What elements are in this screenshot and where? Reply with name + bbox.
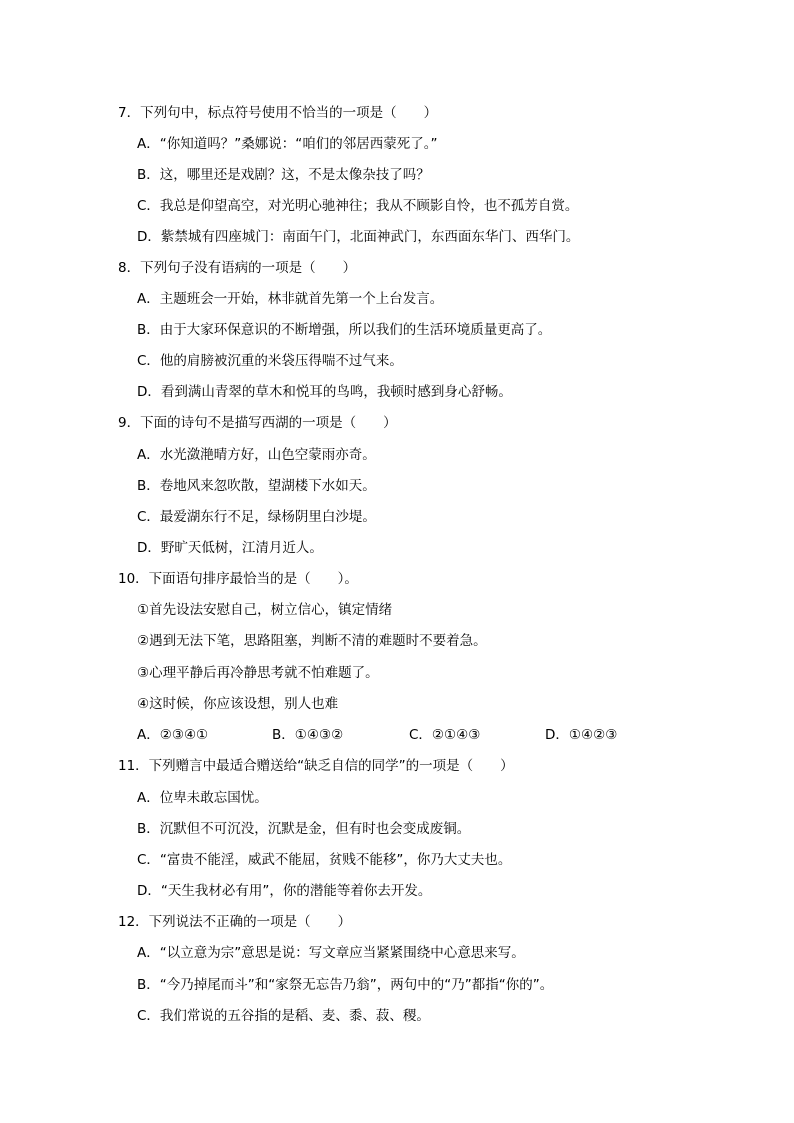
question-10-choice-c: C．②①④③	[409, 727, 481, 743]
question-8-option-c: C．他的肩膀被沉重的米袋压得喘不过气来。	[137, 353, 403, 369]
question-12-stem: 12．下列说法不正确的一项是（ ）	[118, 914, 352, 930]
question-10-choices	[137, 726, 677, 744]
question-9-option-c: C．最爱湖东行不足，绿杨阴里白沙堤。	[137, 509, 376, 525]
question-8-option-d: D．看到满山青翠的草木和悦耳的鸟鸣，我顿时感到身心舒畅。	[137, 384, 512, 400]
question-8-option-b: B．由于大家环保意识的不断增强，所以我们的生活环境质量更高了。	[137, 322, 552, 338]
question-12-option-c: C．我们常说的五谷指的是稻、麦、黍、菽、稷。	[137, 1008, 430, 1024]
question-10-sentence-2: ②遇到无法下笔，思路阻塞，判断不清的难题时不要着急。	[137, 633, 487, 649]
question-12-option-b: B．“今乃掉尾而斗”和“家祭无忘告乃翁”，两句中的“乃”都指“你的”。	[137, 977, 554, 993]
question-10-stem: 10．下面语句排序最恰当的是（ ）。	[118, 571, 358, 587]
question-10-sentence-4: ④这时候，你应该设想，别人也难	[137, 696, 339, 712]
question-9-stem: 9．下面的诗句不是描写西湖的一项是（ ）	[118, 415, 397, 431]
question-12-option-a: A．“以立意为宗”意思是说：写文章应当紧紧围绕中心意思来写。	[137, 945, 525, 961]
question-7-option-c: C．我总是仰望高空，对光明心驰神往；我从不顾影自怜，也不孤芳自赏。	[137, 198, 579, 214]
question-11-option-b: B．沉默但不可沉没，沉默是金，但有时也会变成废铜。	[137, 821, 471, 837]
question-10-choice-d: D．①④②③	[545, 727, 618, 743]
question-10-choice-a: A．②③④①	[137, 727, 209, 743]
question-7-option-b: B．这，哪里还是戏剧？这，不是太像杂技了吗？	[137, 167, 430, 183]
question-10-sentence-3: ③心理平静后再冷静思考就不怕难题了。	[137, 665, 379, 681]
question-8-option-a: A．主题班会一开始，林非就首先第一个上台发言。	[137, 291, 444, 307]
question-9-option-d: D．野旷天低树，江清月近人。	[137, 540, 323, 556]
question-8-stem: 8．下列句子没有语病的一项是（ ）	[118, 260, 357, 276]
question-10-sentence-1: ①首先设法安慰自己，树立信心，镇定情绪	[137, 602, 393, 618]
question-11-option-a: A．位卑未敢忘国忧。	[137, 790, 268, 806]
question-11-option-c: C．“富贵不能淫，威武不能屈，贫贱不能移”，你乃大丈夫也。	[137, 852, 512, 868]
question-9-option-a: A．水光潋滟晴方好，山色空蒙雨亦奇。	[137, 447, 376, 463]
question-7-option-d: D．紫禁城有四座城门：南面午门，北面神武门，东西面东华门、西华门。	[137, 229, 580, 245]
question-9-option-b: B．卷地风来忽吹散，望湖楼下水如天。	[137, 478, 376, 494]
question-11-stem: 11．下列赠言中最适合赠送给“缺乏自信的同学”的一项是（ ）	[118, 758, 514, 774]
question-11-option-d: D．“天生我材必有用”，你的潜能等着你去开发。	[137, 883, 432, 899]
question-10-choice-b: B．①④③②	[272, 727, 344, 743]
question-7-stem: 7．下列句中，标点符号使用不恰当的一项是（ ）	[118, 105, 438, 121]
question-7-option-a: A．“你知道吗？”桑娜说：“咱们的邻居西蒙死了。”	[137, 136, 438, 152]
